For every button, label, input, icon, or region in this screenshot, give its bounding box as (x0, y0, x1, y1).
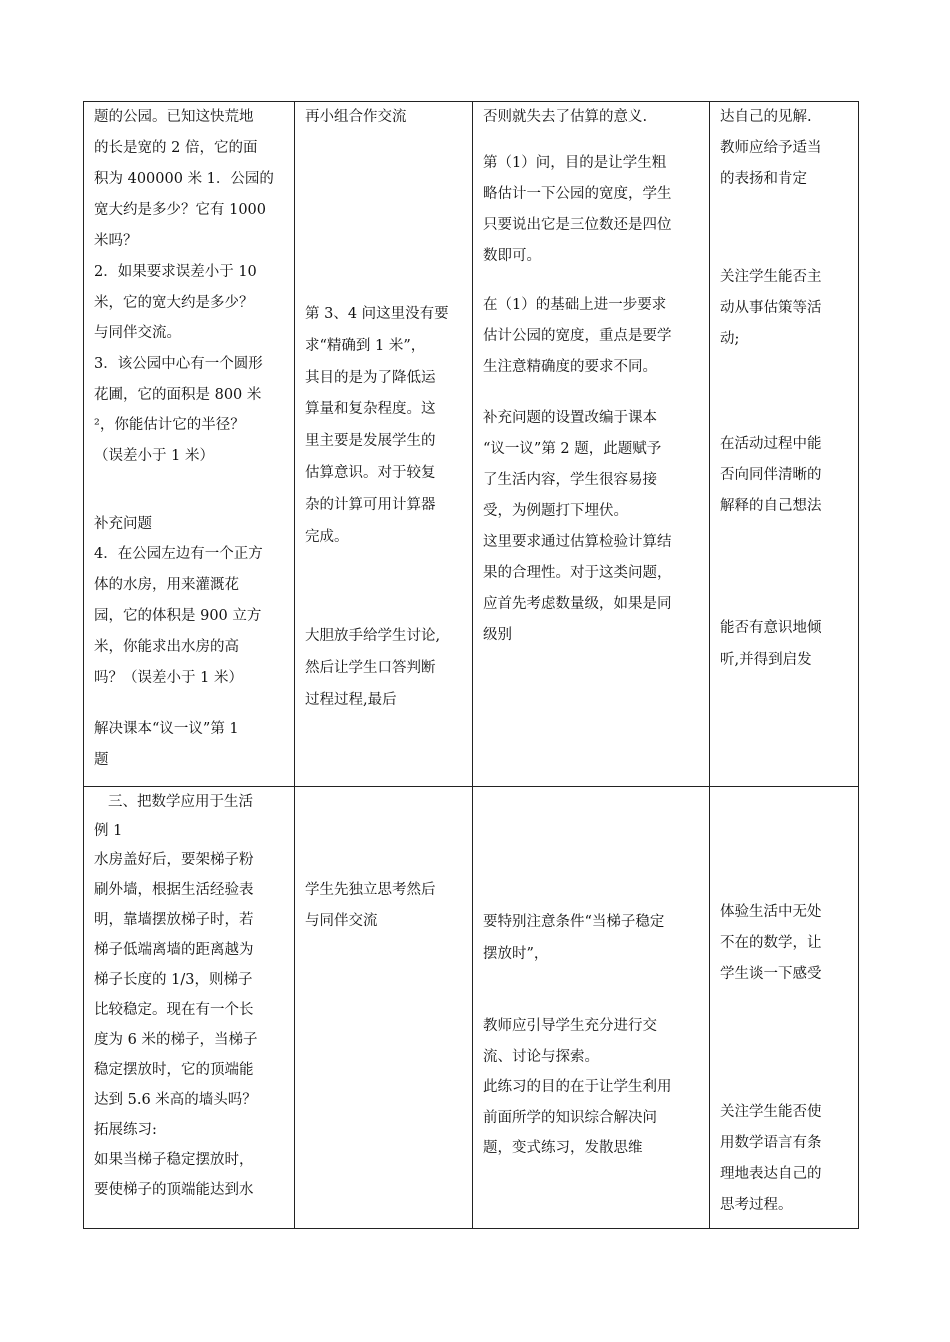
text-line: 花圃，它的面积是 800 米 (94, 387, 262, 403)
text-line: （误差小于 1 米） (94, 448, 214, 464)
text-line: 级别 (483, 627, 512, 643)
text-line: 应首先考虑数量级，如果是同 (483, 596, 672, 612)
text-line: 第（1）问，目的是让学生粗 (483, 155, 667, 171)
text-line: 数即可。 (483, 248, 541, 264)
section-heading: 三、把数学应用于生活 (108, 794, 253, 810)
text-line: 这里要求通过估算检验计算结 (483, 534, 672, 550)
text-line: 果的合理性。对于这类问题， (483, 565, 672, 581)
problem-cell (84, 102, 295, 787)
text-line: 算量和复杂程度。这 (305, 401, 436, 417)
text-line: 思考过程。 (720, 1197, 793, 1213)
text-line: 生注意精确度的要求不同。 (483, 359, 657, 375)
text-line: 2．如果要求误差小于 10 (94, 264, 257, 280)
text-line: 完成。 (305, 529, 349, 545)
text-line: 摆放时”， (483, 946, 549, 962)
text-line: 前面所学的知识综合解决问 (483, 1110, 657, 1126)
design-intent-cell (473, 102, 710, 787)
text-line: 估计公园的宽度，重点是要学 (483, 328, 672, 344)
text-line: 听,并得到启发 (720, 652, 812, 668)
text-line: 要特别注意条件“当梯子稳定 (483, 914, 665, 930)
evaluation-cell (710, 102, 859, 787)
text-line: 动; (720, 331, 740, 347)
text-line: 然后让学生口答判断 (305, 660, 436, 676)
text-line: 在活动过程中能 (720, 436, 822, 452)
design-intent-cell (473, 787, 710, 1229)
text-line: 比较稳定。现在有一个长 (94, 1002, 254, 1018)
text-line: 否向同伴清晰的 (720, 467, 822, 483)
text-line: 关注学生能否主 (720, 269, 822, 285)
table-row (84, 787, 859, 1229)
text-line: 理地表达自己的 (720, 1166, 822, 1182)
text-line: 题 (94, 752, 109, 768)
text-line: “议一议”第 2 题，此题赋予 (483, 441, 662, 457)
text-line: 吗？（误差小于 1 米） (94, 670, 243, 686)
text-line: 达自己的见解. (720, 109, 812, 125)
text-line: 受，为例题打下埋伏。 (483, 503, 628, 519)
text-line: 过程过程,最后 (305, 692, 397, 708)
text-line: 求“精确到 1 米”， (305, 338, 426, 354)
text-line: 4．在公园左边有一个正方 (94, 546, 263, 562)
problem-cell (84, 787, 295, 1229)
text-line: 题的公园。已知这快荒地 (94, 109, 254, 125)
text-line: 梯子长度的 1/3，则梯子 (94, 972, 253, 988)
text-line: 水房盖好后，要架梯子粉 (94, 852, 254, 868)
lesson-plan-table (83, 101, 859, 1229)
text-line: 杂的计算可用计算器 (305, 497, 436, 513)
text-line: 米，你能求出水房的高 (94, 639, 239, 655)
text-line: 里主要是发展学生的 (305, 433, 436, 449)
text-line: 学生谈一下感受 (720, 966, 822, 982)
text-line: 第 3、4 问这里没有要 (305, 306, 449, 322)
text-line: 教师应给予适当 (720, 140, 822, 156)
student-activity-cell (295, 102, 473, 787)
text-line: 教师应引导学生充分进行交 (483, 1018, 657, 1034)
text-line: ²，你能估计它的半径？ (94, 417, 245, 433)
text-line: 解释的自己想法 (720, 498, 822, 514)
text-line: 如果当梯子稳定摆放时， (94, 1152, 254, 1168)
text-line: 梯子低端离墙的距离越为 (94, 942, 254, 958)
text-line: 大胆放手给学生讨论, (305, 628, 441, 644)
text-line: 估算意识。对于较复 (305, 465, 436, 481)
text-line: 3．该公园中心有一个圆形 (94, 356, 263, 372)
text-line: 刷外墙，根据生活经验表 (94, 882, 254, 898)
table-row (84, 102, 859, 787)
text-line: 米吗？ (94, 233, 138, 249)
text-line: 在（1）的基础上进一步要求 (483, 297, 667, 313)
text-line: 用数学语言有条 (720, 1135, 822, 1151)
text-line: 积为 400000 米 1．公园的 (94, 171, 274, 187)
text-line: 解决课本“议一议”第 1 (94, 721, 239, 737)
text-line: 的表扬和肯定 (720, 171, 807, 187)
text-line: 要使梯子的顶端能达到水 (94, 1182, 254, 1198)
text-line: 度为 6 米的梯子，当梯子 (94, 1032, 258, 1048)
text-line: 米，它的宽大约是多少？ (94, 295, 254, 311)
text-line: 题，变式练习，发散思维 (483, 1140, 643, 1156)
text-line: 补充问题 (94, 516, 152, 532)
text-line: 动从事估策等活 (720, 300, 822, 316)
text-line: 体验生活中无处 (720, 904, 822, 920)
text-line: 流、讨论与探索。 (483, 1049, 599, 1065)
text-line: 明，靠墙摆放梯子时，若 (94, 912, 254, 928)
text-line: 与同伴交流。 (94, 325, 181, 341)
text-line: 其目的是为了降低运 (305, 370, 436, 386)
text-line: 否则就失去了估算的意义. (483, 109, 648, 125)
text-line: 补充问题的设置改编于课本 (483, 410, 657, 426)
text-line: 稳定摆放时，它的顶端能 (94, 1062, 254, 1078)
text-line: 例 1 (94, 823, 123, 839)
text-line: 只要说出它是三位数还是四位 (483, 217, 672, 233)
evaluation-cell (710, 787, 859, 1229)
text-line: 体的水房，用来灌溉花 (94, 577, 239, 593)
text-line: 宽大约是多少？它有 1000 (94, 202, 267, 218)
text-line: 学生先独立思考然后 (305, 882, 436, 898)
text-line: 此练习的目的在于让学生利用 (483, 1079, 672, 1095)
student-activity-cell (295, 787, 473, 1229)
text-line: 园，它的体积是 900 立方 (94, 608, 262, 624)
text-line: 能否有意识地倾 (720, 620, 822, 636)
text-line: 与同伴交流 (305, 913, 378, 929)
text-line: 关注学生能否使 (720, 1104, 822, 1120)
text-line: 的长是宽的 2 倍，它的面 (94, 140, 258, 156)
text-line: 达到 5.6 米高的墙头吗？ (94, 1092, 257, 1108)
text-line: 再小组合作交流 (305, 109, 407, 125)
text-line: 略估计一下公园的宽度，学生 (483, 186, 672, 202)
text-line: 不在的数学，让 (720, 935, 822, 951)
text-line: 了生活内容，学生很容易接 (483, 472, 657, 488)
text-line: 拓展练习: (94, 1122, 157, 1138)
